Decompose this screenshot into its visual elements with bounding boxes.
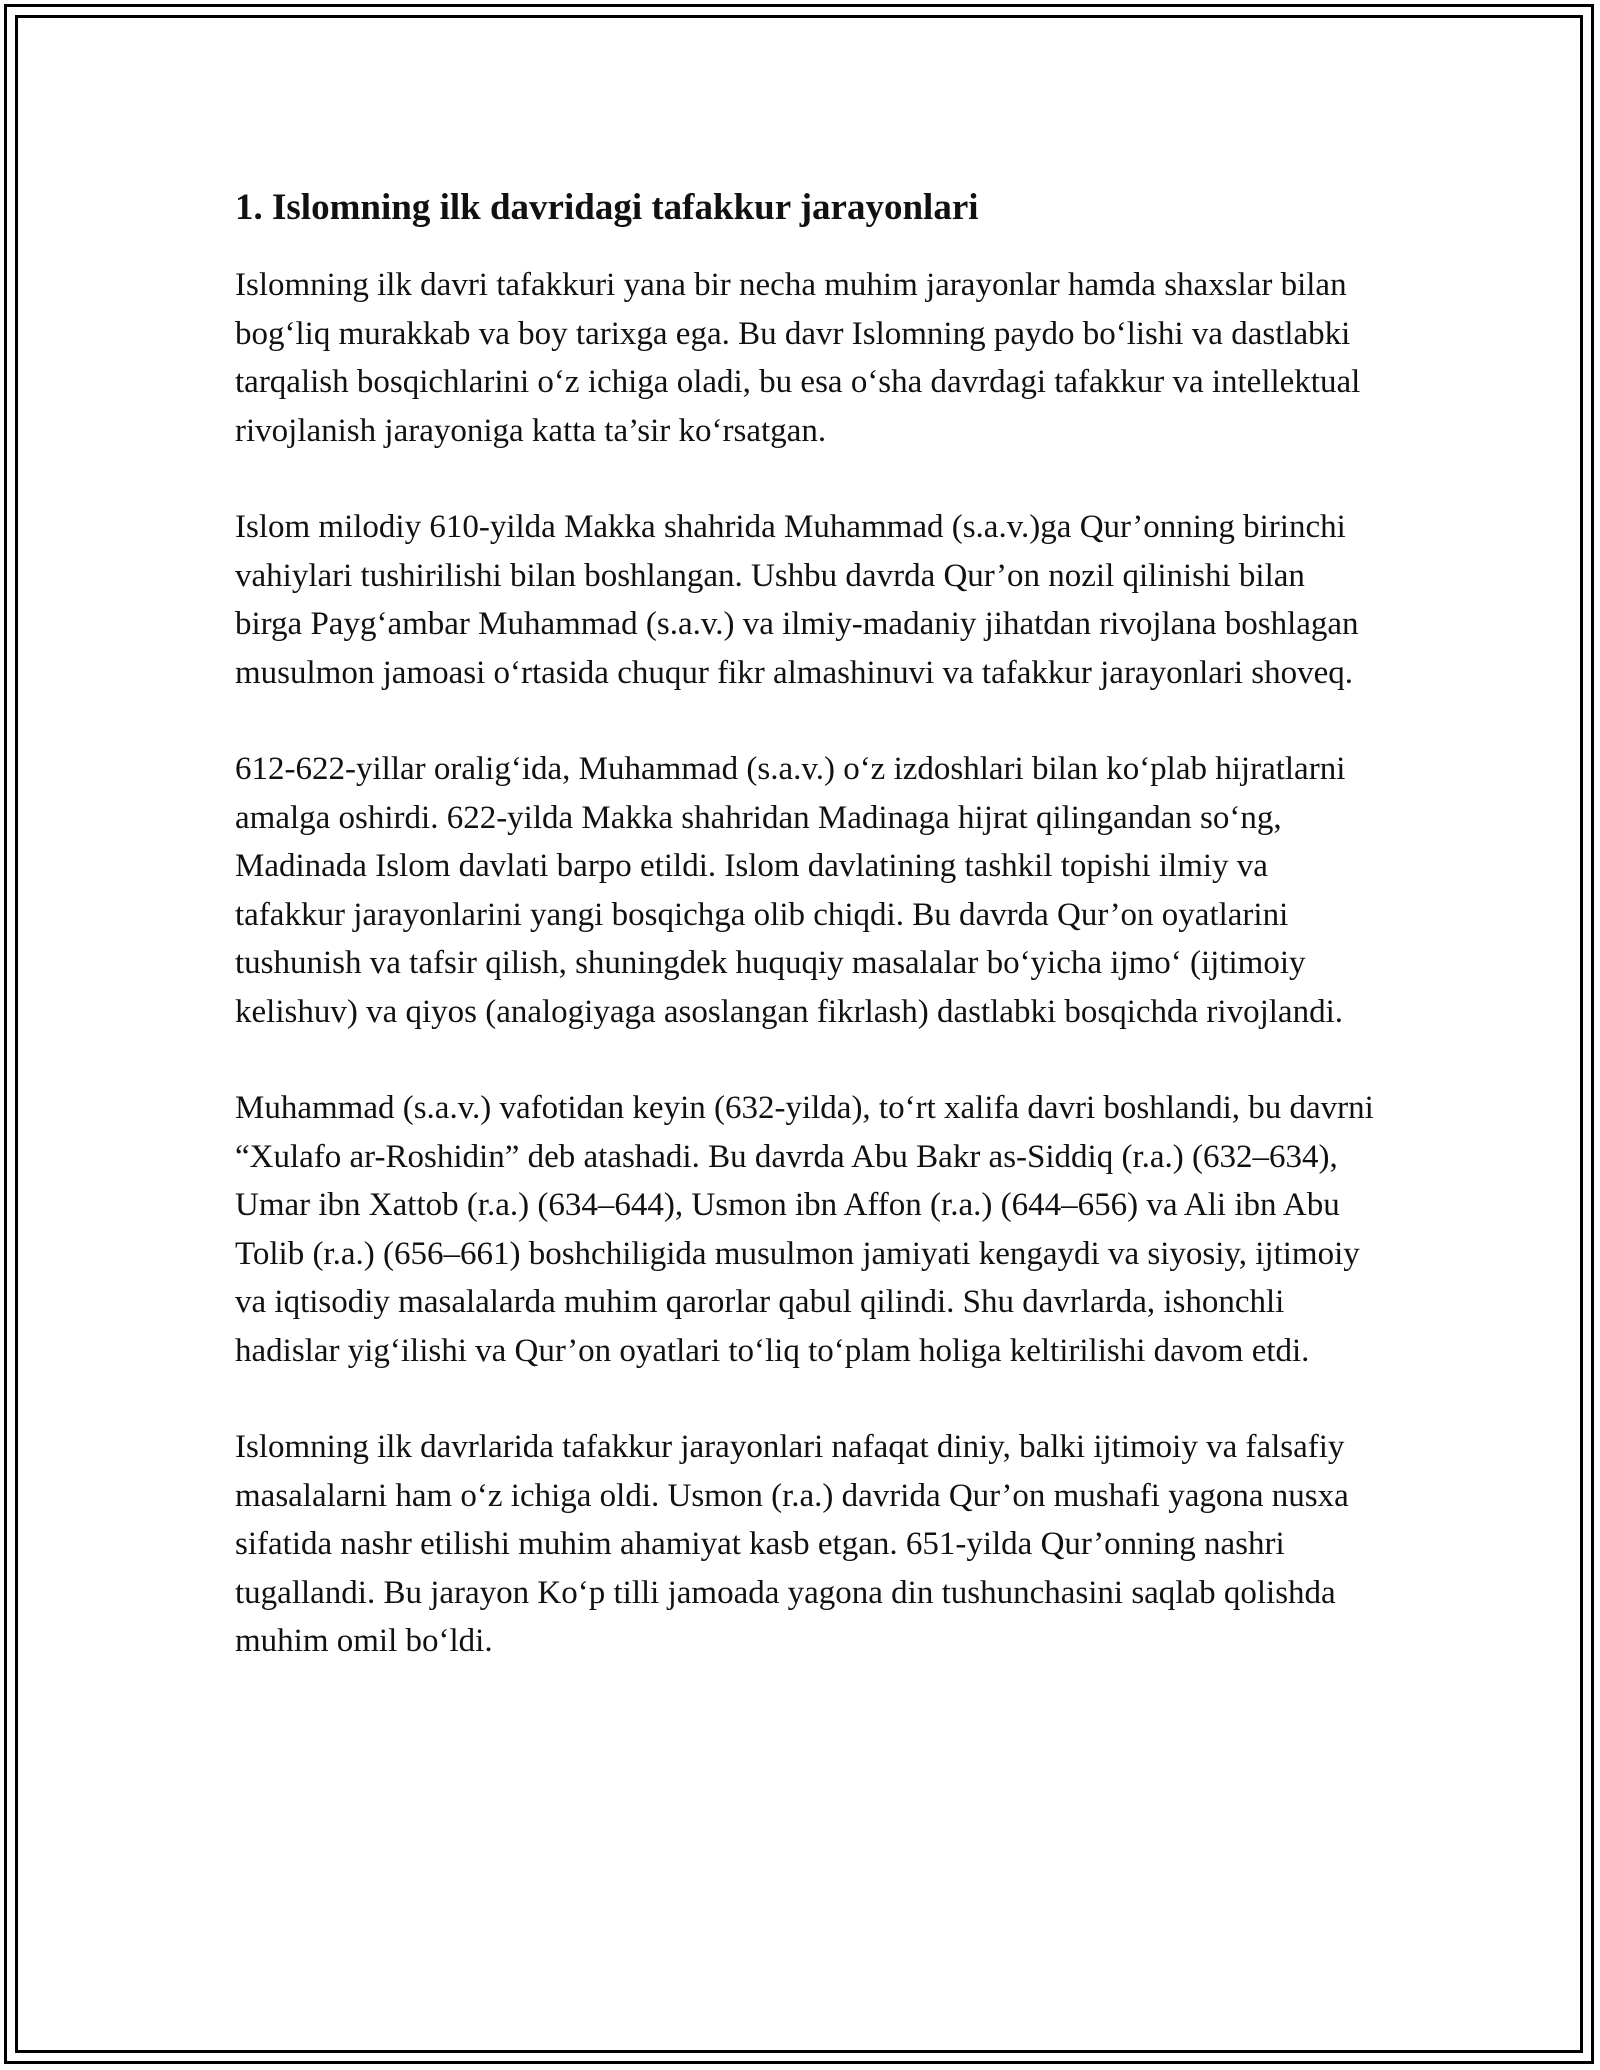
paragraph-mushaf: Islomning ilk davrlarida tafakkur jarayonlari nafaqat diniy, balki ijtimoiy va falsafiy masalalarni ham o‘z ichiga oldi. Usmon (r.a.) davrida Qur’on mushafi yagona nusxa sifatida nashr etilishi muhim ahamiyat kasb etgan. 651-yilda Qur’onning nashri tugallandi. Bu jarayon Ko‘p tilli jamoada yagona din tushunchasini saqlab qolishda muhim omil bo‘ldi. [235, 1429, 1349, 1660]
paragraph-makka-period: Islom milodiy 610-yilda Makka shahrida Muhammad (s.a.v.)ga Qur’onning birinchi vahiylari tushirilishi bilan boshlangan. Ushbu davrda Qur’on nozil qilinishi bilan birga Payg‘ambar Muhammad (s.a.v.) va ilmiy-madaniy jihatdan rivojlana boshlagan musulmon jamoasi o‘rtasida chuqur fikr almashinuvi va tafakkur jarayonlari shoveq. [235, 509, 1359, 691]
document-body [235, 185, 1375, 1714]
section-heading: 1. Islomning ilk davridagi tafakkur jarayonlari [235, 187, 979, 228]
paragraph-caliphs: Muhammad (s.a.v.) vafotidan keyin (632-yilda), to‘rt xalifa davri boshlandi, bu davrni “Xulafo ar-Roshidin” deb atashadi. Bu davrda Abu Bakr as-Siddiq (r.a.) (632–634), Umar ibn Xattob (r.a.) (634–644), Usmon ibn Affon (r.a.) (644–656) va Ali ibn Abu Tolib (r.a.) (656–661) boshchiligida musulmon jamiyati kengaydi va siyosiy, ijtimoiy va iqtisodiy masalalarda muhim qarorlar qabul qilindi. Shu davrlarda, ishonchli hadislar yig‘ilishi va Qur’on oyatlari to‘liq to‘plam holiga keltirilishi davom etdi. [235, 1090, 1374, 1369]
paragraph-hijrat: 612-622-yillar oralig‘ida, Muhammad (s.a.v.) o‘z izdoshlari bilan ko‘plab hijratlarni amalga oshirdi. 622-yilda Makka shahridan Madinaga hijrat qilingandan so‘ng, Madinada Islom davlati barpo etildi. Islom davlatining tashkil topishi ilmiy va tafakkur jarayonlarini yangi bosqichga olib chiqdi. Bu davrda Qur’on oyatlarini tushunish va tafsir qilish, shuningdek huquqiy masalalar bo‘yicha ijmo‘ (ijtimoiy kelishuv) va qiyos (analogiyaga asoslangan fikrlash) dastlabki bosqichda rivojlandi. [235, 751, 1346, 1030]
paragraph-intro: Islomning ilk davri tafakkuri yana bir necha muhim jarayonlar hamda shaxslar bilan bog‘liq murakkab va boy tarixga ega. Bu davr Islomning paydo bo‘lishi va dastlabki tarqalish bosqichlarini o‘z ichiga oladi, bu esa o‘sha davrdagi tafakkur va intellektual rivojlanish jarayoniga katta ta’sir ko‘rsatgan. [235, 267, 1361, 449]
